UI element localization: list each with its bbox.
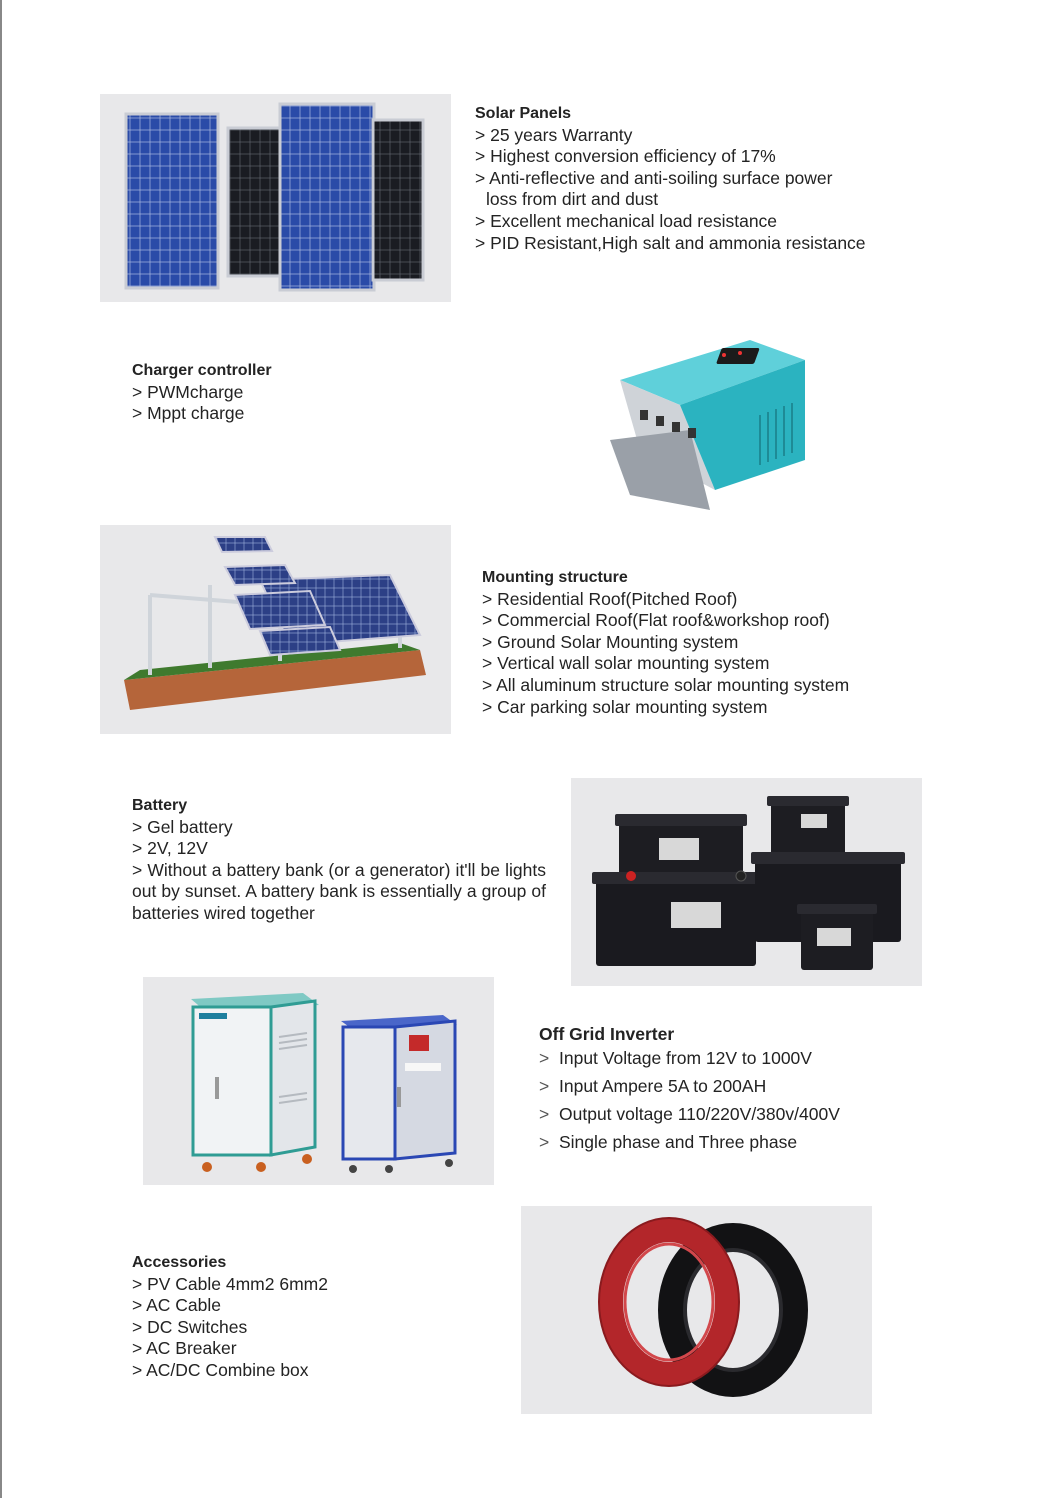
feature-line: > AC Cable [132, 1295, 222, 1316]
page-left-edge [0, 0, 2, 1498]
feature-line: > All aluminum structure solar mounting system [482, 674, 850, 695]
battery-paragraph: > Without a battery bank (or a generator) it'll be lights out by sunset. A battery bank is essentially a group of batteries wired together [132, 859, 546, 923]
section-title: Solar Panels [475, 105, 572, 122]
feature-line: > Ground Solar Mounting system [482, 631, 739, 652]
chevron-right-icon: > [539, 1104, 550, 1124]
mounting-structure-photo [100, 525, 451, 734]
feature-line: > PWMcharge [132, 381, 244, 402]
off-grid-inverter-text [539, 1024, 840, 1156]
feature-line-text: Output voltage 110/220V/380v/400V [559, 1104, 840, 1124]
feature-line: > Mppt charge [132, 403, 245, 424]
feature-line-text: Single phase and Three phase [559, 1132, 798, 1152]
feature-line: > Vertical wall solar mounting system [482, 653, 770, 674]
feature-line: > Anti-reflective and anti-soiling surface power [475, 167, 833, 188]
feature-line [539, 1072, 840, 1100]
feature-line-text: Input Voltage from 12V to 1000V [559, 1048, 812, 1068]
solar-panels-text [475, 103, 866, 254]
accessories-photo [521, 1206, 872, 1414]
accessories-text [132, 1252, 328, 1382]
section-title: Accessories [132, 1254, 227, 1271]
feature-line [539, 1128, 840, 1156]
battery-text [132, 795, 546, 925]
feature-line: > Residential Roof(Pitched Roof) [482, 588, 738, 609]
charger-controller-photo [600, 320, 820, 520]
solar-panels-photo [100, 94, 451, 302]
section-title: Off Grid Inverter [539, 1024, 675, 1044]
section-title: Charger controller [132, 362, 272, 379]
chevron-right-icon: > [539, 1132, 550, 1152]
feature-line: > Gel battery [132, 816, 233, 837]
charger-controller-text [132, 360, 272, 425]
feature-line: > Excellent mechanical load resistance [475, 210, 778, 231]
chevron-right-icon: > [539, 1048, 550, 1068]
battery-photo [571, 778, 922, 986]
chevron-right-icon: > [539, 1076, 550, 1096]
section-title: Battery [132, 797, 188, 814]
feature-line: > DC Switches [132, 1316, 248, 1337]
section-title: Mounting structure [482, 569, 628, 586]
feature-line: > 25 years Warranty [475, 124, 633, 145]
feature-line: > Commercial Roof(Flat roof&workshop roof) [482, 610, 830, 631]
mounting-structure-text [482, 567, 849, 718]
feature-line: > 2V, 12V [132, 838, 208, 859]
feature-line: > AC/DC Combine box [132, 1359, 309, 1380]
feature-line: > PV Cable 4mm2 6mm2 [132, 1273, 328, 1294]
feature-line [539, 1044, 840, 1072]
feature-line: loss from dirt and dust [486, 189, 659, 210]
feature-line-text: Input Ampere 5A to 200AH [559, 1076, 767, 1096]
feature-line: > Car parking solar mounting system [482, 696, 768, 717]
feature-line: > AC Breaker [132, 1338, 237, 1359]
off-grid-inverter-photo [143, 977, 494, 1185]
feature-line: > PID Resistant,High salt and ammonia resistance [475, 232, 866, 253]
feature-line: > Highest conversion efficiency of 17% [475, 146, 776, 167]
feature-line [539, 1100, 840, 1128]
